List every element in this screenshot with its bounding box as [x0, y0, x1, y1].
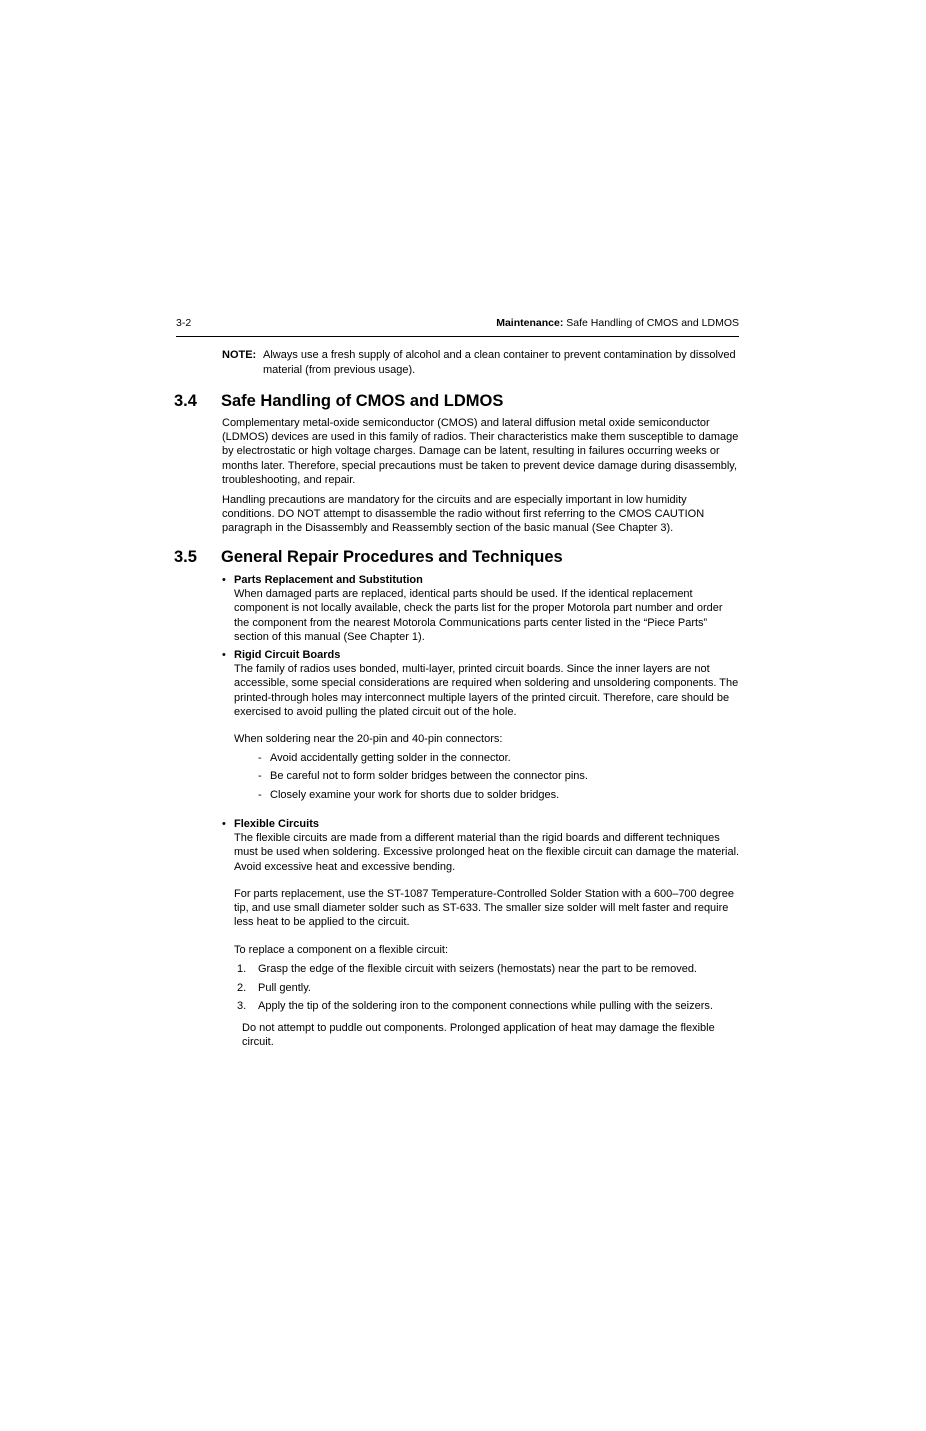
- step-number: 1.: [237, 963, 247, 975]
- section-number: 3.4: [174, 392, 197, 410]
- running-head-label: Maintenance:: [496, 317, 564, 329]
- bullet-body: The flexible circuits are made from a different material than the rigid boards and different techniques must be used when soldering. Excessive prolonged heat on the flexible circuit can damage the material. Avoid excessive heat and excessive bending.: [234, 832, 740, 873]
- list-item: [258, 788, 559, 802]
- cmos-paragraph-1: Complementary metal-oxide semiconductor (CMOS) and lateral diffusion metal oxide semiconductor (LDMOS) devices are used in this family of radios. Their characteristics make them susceptible to damage by electrostatic or high voltage charges. Damage can be latent, resulting in failures occurring weeks or months later. Therefore, special precautions must be taken to prevent device damage during disassembly, troubleshooting, and repair.: [222, 417, 739, 486]
- numbered-step: [237, 962, 697, 976]
- step-text: Apply the tip of the soldering iron to the component connections while pulling with the seizers.: [258, 1000, 713, 1012]
- section-title: General Repair Procedures and Techniques: [221, 548, 563, 566]
- connectors-intro: When soldering near the 20-pin and 40-pin connectors:: [234, 733, 503, 745]
- replacement-paragraph: For parts replacement, use the ST-1087 Temperature-Controlled Solder Station with a 600–700 degree tip, and use small diameter solder such as ST-633. The smaller size solder will melt faster and require less heat to be applied to the circuit.: [234, 888, 734, 929]
- dash-icon: -: [258, 770, 262, 782]
- running-head-title: Safe Handling of CMOS and LDMOS: [566, 317, 739, 329]
- list-item-text: Be careful not to form solder bridges between the connector pins.: [270, 770, 588, 782]
- bullet-body: When damaged parts are replaced, identical parts should be used. If the identical replacement component is not locally available, check the parts list for the proper Motorola part number and order the component from the nearest Motorola Communications parts center listed in the “Piece Parts” section of this manual (See Chapter 1).: [234, 588, 723, 643]
- section-title: Safe Handling of CMOS and LDMOS: [221, 392, 504, 410]
- numbered-step: [237, 999, 713, 1013]
- step-text: Grasp the edge of the flexible circuit with seizers (hemostats) near the part to be removed.: [258, 963, 697, 975]
- bullet-rigid-circuit-boards: [222, 648, 742, 719]
- bullet-body: The family of radios uses bonded, multi-layer, printed circuit boards. Since the inner layers are not accessible, some special considerations are required when soldering and unsoldering components. The printed-through holes may interconnect multiple layers of the printed circuit. Therefore, care should be exercised to avoid pulling the plated circuit out of the hole.: [234, 663, 739, 718]
- dash-icon: -: [258, 789, 262, 801]
- list-item: [258, 769, 588, 783]
- list-item-text: Closely examine your work for shorts due to solder bridges.: [270, 789, 560, 801]
- bullet-title: Rigid Circuit Boards: [234, 649, 341, 661]
- note-text: Always use a fresh supply of alcohol and a clean container to prevent contamination by dissolved material (from previous usage).: [263, 349, 736, 376]
- step-number: 2.: [237, 982, 247, 994]
- bullet-flexible-circuits: [222, 817, 742, 874]
- note-label: NOTE:: [222, 349, 257, 361]
- step-number: 3.: [237, 1000, 247, 1012]
- bullet-title: Flexible Circuits: [234, 818, 319, 830]
- list-item: [258, 751, 511, 765]
- bullet-icon: •: [222, 649, 226, 661]
- running-head: [496, 317, 739, 329]
- cmos-paragraph-2: Handling precautions are mandatory for the circuits and are especially important in low humidity conditions. DO NOT attempt to disassemble the radio without first referring to the CMOS CAUTION paragraph in the Disassembly and Reassembly section of the basic manual (See Chapter 3).: [222, 494, 705, 535]
- bullet-icon: •: [222, 574, 226, 586]
- bullet-title: Parts Replacement and Substitution: [234, 574, 423, 586]
- dash-icon: -: [258, 752, 262, 764]
- section-3-4-heading: [174, 392, 503, 411]
- closing-paragraph: Do not attempt to puddle out components. Prolonged application of heat may damage the flexible circuit.: [242, 1022, 715, 1049]
- bullet-icon: •: [222, 818, 226, 830]
- section-3-5-heading: [174, 548, 563, 567]
- note: [222, 348, 742, 378]
- section-number: 3.5: [174, 548, 197, 566]
- step-text: Pull gently.: [258, 982, 311, 994]
- numbered-step: [237, 981, 311, 995]
- list-item-text: Avoid accidentally getting solder in the connector.: [270, 752, 511, 764]
- steps-intro: To replace a component on a flexible circuit:: [234, 944, 449, 956]
- page-number: 3-2: [176, 317, 192, 329]
- page-header: [176, 315, 739, 337]
- bullet-parts-replacement: [222, 573, 742, 644]
